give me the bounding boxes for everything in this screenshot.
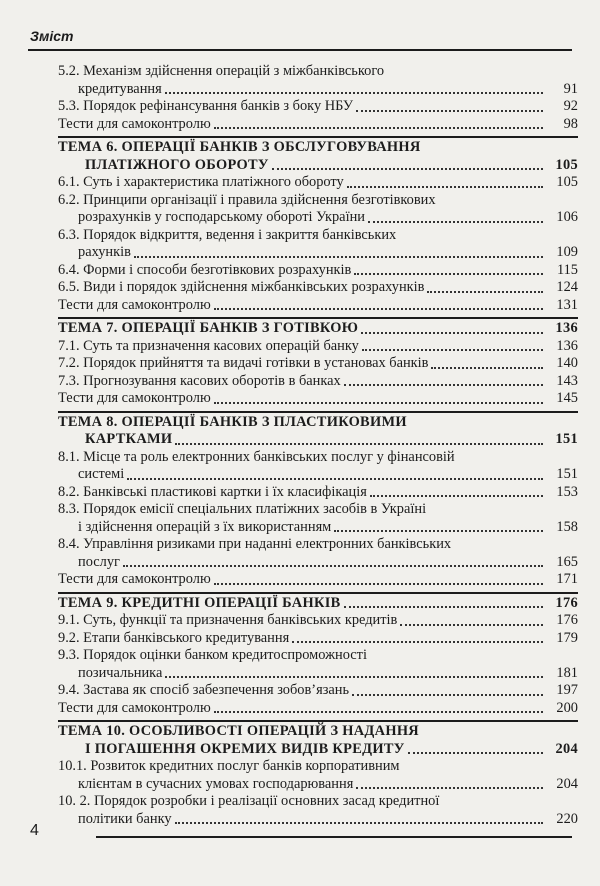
dot-leader <box>361 332 543 334</box>
toc-line <box>58 244 578 262</box>
toc-entry <box>58 279 578 297</box>
toc-entry-text: 7.3. Прогнозування касових оборотів в банках <box>58 372 341 389</box>
toc-entry <box>58 612 578 630</box>
toc-entry <box>58 484 578 502</box>
toc-entry <box>58 793 578 828</box>
toc-line <box>58 741 578 759</box>
toc-line <box>58 700 578 718</box>
toc-page-number: 136 <box>556 337 578 354</box>
toc-entry <box>58 373 578 391</box>
toc-topic <box>58 414 578 449</box>
dot-leader <box>214 127 543 129</box>
toc-entry <box>58 355 578 373</box>
toc-topic <box>58 595 578 613</box>
dot-leader <box>352 694 543 696</box>
toc-line <box>58 536 578 554</box>
toc-entry <box>58 390 578 408</box>
toc-line <box>58 355 578 373</box>
table-of-contents <box>58 63 578 828</box>
toc-line <box>58 279 578 297</box>
toc-entry <box>58 262 578 280</box>
dot-leader <box>175 443 543 445</box>
toc-entry <box>58 338 578 356</box>
toc-page-number: 115 <box>556 261 578 278</box>
toc-page-number: 153 <box>556 483 578 500</box>
toc-topic <box>58 320 578 338</box>
toc-entry-text: 8.1. Місце та роль електронних банківських послуг у фінансовій <box>58 448 455 465</box>
toc-line <box>58 81 578 99</box>
toc-entry <box>58 192 578 227</box>
dot-leader <box>292 641 543 643</box>
toc-line <box>58 192 578 210</box>
topic-separator <box>58 411 578 413</box>
running-header-title: Зміст <box>30 28 74 44</box>
toc-entry-text: політики банку <box>78 810 172 827</box>
toc-page-number: 131 <box>556 296 578 313</box>
toc-page-number: 151 <box>555 431 578 447</box>
toc-line <box>58 630 578 648</box>
dot-leader <box>214 402 543 404</box>
toc-entry-text: 6.4. Форми і способи безготівкових розрахунків <box>58 261 352 278</box>
toc-entry <box>58 116 578 134</box>
toc-line <box>58 682 578 700</box>
toc-entry <box>58 682 578 700</box>
toc-page-number: 143 <box>556 372 578 389</box>
toc-entry <box>58 449 578 484</box>
dot-leader <box>123 565 543 567</box>
toc-entry <box>58 700 578 718</box>
toc-page-number: 158 <box>556 518 578 535</box>
dot-leader <box>408 752 543 754</box>
toc-entry-text: рахунків <box>78 244 131 260</box>
toc-page-number: 204 <box>555 740 578 757</box>
toc-line <box>58 320 578 338</box>
toc-entry-text: 9.3. Порядок оцінки банком кредитоспроможності <box>58 647 367 663</box>
dot-leader <box>356 110 543 112</box>
toc-page-number: 106 <box>556 209 578 225</box>
toc-line <box>58 338 578 356</box>
dot-leader <box>165 92 543 94</box>
toc-entry-text: і здійснення операцій з їх використанням <box>78 518 332 535</box>
toc-page-number: 136 <box>555 320 578 336</box>
toc-page-number: 197 <box>556 682 578 698</box>
toc-entry-text: розрахунків у господарському обороті України <box>78 209 365 225</box>
toc-line <box>58 390 578 408</box>
page-number: 4 <box>30 822 39 839</box>
toc-page-number: 179 <box>556 629 578 646</box>
toc-entry-text: 6.2. Принципи організації і правила здійснення безготівкових <box>58 191 436 208</box>
toc-entry-text: 7.1. Суть та призначення касових операцій банку <box>58 337 359 354</box>
toc-page-number: 98 <box>563 115 578 132</box>
toc-entry-text: 9.2. Етапи банківського кредитування <box>58 629 290 646</box>
toc-line <box>58 209 578 227</box>
toc-line <box>58 414 578 432</box>
toc-page-number: 91 <box>563 80 578 97</box>
toc-topic-text: ТЕМА 6. ОПЕРАЦІЇ БАНКІВ З ОБСЛУГОВУВАННЯ <box>58 139 421 155</box>
dot-leader <box>344 606 543 608</box>
toc-topic <box>58 139 578 174</box>
toc-line <box>58 519 578 537</box>
toc-line <box>58 157 578 175</box>
toc-entry <box>58 174 578 192</box>
toc-entry-text: Тести для самоконтролю <box>58 571 211 587</box>
dot-leader <box>334 530 543 532</box>
toc-line <box>58 431 578 449</box>
toc-entry-text: 7.2. Порядок прийняття та видачі готівки в установах банків <box>58 355 429 371</box>
toc-line <box>58 98 578 116</box>
toc-entry-text: послуг <box>78 553 120 570</box>
toc-entry <box>58 227 578 262</box>
toc-page-number: 181 <box>556 664 578 681</box>
dot-leader <box>347 186 543 188</box>
toc-line <box>58 262 578 280</box>
toc-entry-text: 6.5. Види і порядок здійснення міжбанківських розрахунків <box>58 279 425 295</box>
header-rule <box>28 49 572 51</box>
dot-leader <box>427 291 543 293</box>
toc-entry-text: 5.3. Порядок рефінансування банків з боку НБУ <box>58 98 354 114</box>
toc-line <box>58 449 578 467</box>
toc-line <box>58 466 578 484</box>
toc-entry-text: 9.1. Суть, функції та призначення банківських кредитів <box>58 612 398 628</box>
toc-line <box>58 793 578 811</box>
topic-separator <box>58 592 578 594</box>
toc-line <box>58 174 578 192</box>
toc-line <box>58 612 578 630</box>
toc-line <box>58 776 578 794</box>
toc-line <box>58 501 578 519</box>
toc-entry-text: 8.4. Управління ризиками при наданні електронних банківських <box>58 536 452 552</box>
toc-entry-text: 9.4. Застава як спосіб забезпечення зобов’язань <box>58 682 350 698</box>
toc-entry <box>58 297 578 315</box>
toc-topic <box>58 723 578 758</box>
dot-leader <box>344 384 543 386</box>
dot-leader <box>370 495 543 497</box>
dot-leader <box>354 273 543 275</box>
toc-line <box>58 484 578 502</box>
toc-line <box>58 227 578 245</box>
toc-entry <box>58 501 578 536</box>
toc-topic-text: ПЛАТІЖНОГО ОБОРОТУ <box>85 156 269 173</box>
toc-line <box>58 297 578 315</box>
toc-entry-text: Тести для самоконтролю <box>58 390 211 406</box>
toc-topic-text: ТЕМА 10. ОСОБЛИВОСТІ ОПЕРАЦІЙ З НАДАННЯ <box>58 723 420 739</box>
toc-entry-text: 6.1. Суть і характеристика платіжного обороту <box>58 174 344 190</box>
toc-line <box>58 595 578 613</box>
topic-separator <box>58 720 578 722</box>
dot-leader <box>368 221 543 223</box>
toc-entry-text: 5.2. Механізм здійснення операцій з міжбанківського <box>58 63 385 79</box>
toc-entry-text: 10. 2. Порядок розробки і реалізації основних засад кредитної <box>58 793 440 809</box>
toc-entry-text: клієнтам в сучасних умовах господарювання <box>78 775 354 792</box>
toc-page-number: 165 <box>556 553 578 570</box>
toc-entry-text: позичальника <box>78 664 163 681</box>
toc-page-number: 171 <box>556 571 578 587</box>
toc-line <box>58 139 578 157</box>
toc-topic-text: ТЕМА 7. ОПЕРАЦІЇ БАНКІВ З ГОТІВКОЮ <box>58 320 359 336</box>
toc-entry-text: Тести для самоконтролю <box>58 699 211 716</box>
toc-entry-text: 10.1. Розвиток кредитних послуг банків корпоративним <box>58 758 400 774</box>
topic-separator <box>58 317 578 319</box>
toc-entry <box>58 536 578 571</box>
toc-line <box>58 665 578 683</box>
dot-leader <box>356 787 543 789</box>
toc-page-number: 140 <box>556 355 578 371</box>
toc-page-number: 124 <box>556 279 578 295</box>
toc-topic-text: І ПОГАШЕННЯ ОКРЕМИХ ВИДІВ КРЕДИТУ <box>85 740 405 757</box>
dot-leader <box>272 168 543 170</box>
toc-line <box>58 554 578 572</box>
toc-line <box>58 571 578 589</box>
toc-page-number: 176 <box>555 594 578 611</box>
toc-entry <box>58 647 578 682</box>
toc-entry-text: Тести для самоконтролю <box>58 115 211 132</box>
toc-page-number: 145 <box>556 390 578 406</box>
toc-line <box>58 116 578 134</box>
toc-page-number: 220 <box>556 810 578 827</box>
toc-entry-text: Тести для самоконтролю <box>58 296 211 313</box>
dot-leader <box>400 624 543 626</box>
toc-line <box>58 723 578 741</box>
toc-page-number: 151 <box>556 466 578 482</box>
toc-page-number: 176 <box>556 612 578 628</box>
toc-page-number: 92 <box>563 98 578 114</box>
dot-leader <box>214 711 543 713</box>
toc-entry-text: 8.2. Банківські пластикові картки і їх класифікація <box>58 483 367 500</box>
toc-line <box>58 647 578 665</box>
toc-entry <box>58 63 578 98</box>
toc-line <box>58 373 578 391</box>
toc-topic-text: ТЕМА 8. ОПЕРАЦІЇ БАНКІВ З ПЛАСТИКОВИМИ <box>58 413 407 430</box>
topic-separator <box>58 136 578 138</box>
toc-entry <box>58 571 578 589</box>
dot-leader <box>127 478 543 480</box>
toc-entry <box>58 98 578 116</box>
toc-topic-text: КАРТКАМИ <box>85 431 173 447</box>
dot-leader <box>134 256 543 258</box>
toc-line <box>58 811 578 829</box>
toc-entry-text: 6.3. Порядок відкриття, ведення і закриття банківських <box>58 226 397 243</box>
toc-line <box>58 63 578 81</box>
toc-page-number: 105 <box>556 174 578 190</box>
dot-leader <box>431 367 543 369</box>
dot-leader <box>175 822 543 824</box>
dot-leader <box>214 583 543 585</box>
toc-entry <box>58 758 578 793</box>
toc-page-number: 105 <box>555 156 578 173</box>
toc-page-number: 204 <box>556 775 578 792</box>
dot-leader <box>165 676 543 678</box>
toc-line <box>58 758 578 776</box>
toc-entry-text: 8.3. Порядок емісії спеціальних платіжних засобів в Україні <box>58 501 427 517</box>
toc-entry-text: системі <box>78 466 125 482</box>
toc-entry <box>58 630 578 648</box>
footer-rule <box>96 836 572 838</box>
toc-entry-text: кредитування <box>78 80 162 97</box>
toc-page-number: 109 <box>556 244 578 260</box>
dot-leader <box>214 308 543 310</box>
dot-leader <box>362 349 543 351</box>
toc-page-number: 200 <box>556 699 578 716</box>
toc-topic-text: ТЕМА 9. КРЕДИТНІ ОПЕРАЦІЇ БАНКІВ <box>58 594 341 611</box>
